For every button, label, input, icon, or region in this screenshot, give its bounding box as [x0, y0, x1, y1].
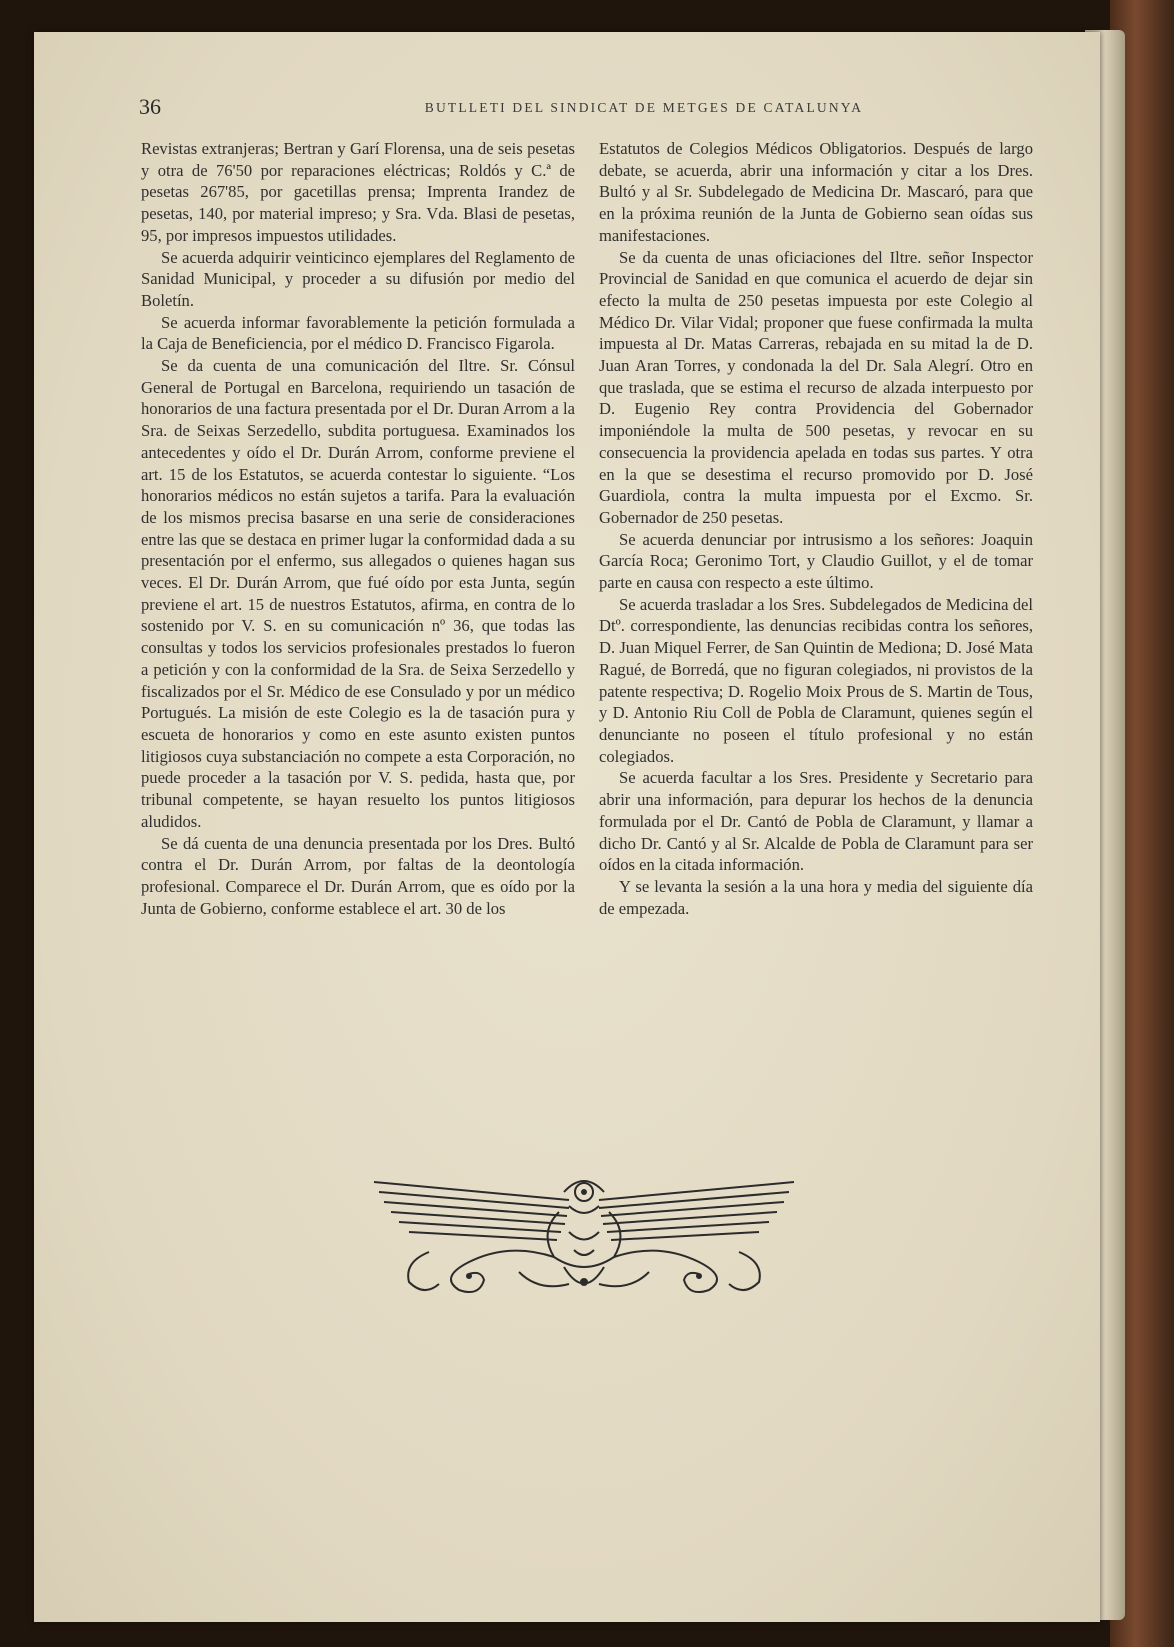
paragraph: Y se levanta la sesión a la una hora y media del siguiente día de empezada. [599, 876, 1033, 918]
paragraph: Se acuerda informar favorablemente la petición formulada a la Caja de Beneficiencia, por el médico D. Francisco Figarola. [141, 312, 575, 354]
page [34, 32, 1100, 1622]
paragraph: Se acuerda facultar a los Sres. Presidente y Secretario para abrir una información, para depurar los hechos de la denuncia formulada por el Dr. Cantó de Pobla de Claramunt, y llamar a dicho Dr. Cantó y al Sr. Alcalde de Pobla de Claramunt para ser oídos en la citada información. [599, 768, 1033, 875]
paragraph: Se acuerda adquirir veinticinco ejemplares del Reglamento de Sanidad Municipal, y proceder a su difusión por medio del Boletín. [141, 247, 575, 310]
paragraph: Se da cuenta de una comunicación del Iltre. Sr. Cónsul General de Portugal en Barcelona, requiriendo un tasación de honorarios de una factura presentada por el Dr. Duran Arrom a la Sra. de Seixas Serzedello, subdita portuguesa. Examinados los antecedentes y oído el Dr. Durán Arrom, conforme previene el art. 15 de los Estatutos, se acuerda contestar lo siguiente. “Los honorarios médicos no están sujetos a tarifa. Para la evaluación de los mismos precisa basarse en una serie de consideraciones entre las que se destaca en primer lugar la conformidad dada a su presentación por el enfermo, sus allegados o quienes hagan sus veces. El Dr. Durán Arrom, que fué oído por esta Junta, según previene el art. 15 de nuestros Estatutos, afirma, en contra de lo sostenido por V. S. en su comunicación nº 36, que todas las consultas y todos los servicios profesionales prestados lo fueron a petición y con la conformidad de la Sra. de Seixa Serzedello y fiscalizados por el Sr. Médico de ese Consulado y por un médico Portugués. La misión de este Colegio es la de tasación pura y escueta de honorarios y como en este asunto existen puntos litigiosos cuya substanciación no compete a esta Corporación, no puede proceder a la tasación por V. S. pedida, hasta que, por tribunal competente, se hayan resuelto los puntos litigiosos aludidos. [141, 356, 575, 831]
text-column-left [141, 138, 575, 919]
page-number: 36 [139, 94, 161, 119]
eagle-scroll-ornament-icon [369, 1172, 799, 1302]
paragraph: Estatutos de Colegios Médicos Obligatorios. Después de largo debate, se acuerda, abrir una información y citar a los Dres. Bultó y al Sr. Subdelegado de Medicina Dr. Mascaró, para que en la próxima reunión de la Junta de Gobierno sean oídas sus manifestaciones. [599, 139, 1033, 245]
paragraph: Se da cuenta de unas oficiaciones del Iltre. señor Inspector Provincial de Sanidad en que comunica el acuerdo de dejar sin efecto la multa de 250 pesetas impuesta por este Colegio al Médico Dr. Vilar Vidal; proponer que fuese confirmada la multa impuesta al Dr. Matas Carreras, rebajada en su mitad la de D. Juan Aran Torres, y condonada la del Dr. Sala Alegrí. Otro en que traslada, que se estima el recurso de alzada interpuesto por D. Eugenio Rey contra Providencia del Gobernador imponiéndole la multa de 500 pesetas, y revocar en su consecuencia la providencia apelada en todas sus partes. Y otra en la que se desestima el recurso promovido por D. José Guardiola, contra la multa impuesta por el Excmo. Sr. Gobernador de 250 pesetas. [599, 247, 1033, 527]
text-column-right [599, 138, 1033, 919]
paragraph: Se acuerda trasladar a los Sres. Subdelegados de Medicina del Dtº. correspondiente, las denuncias recibidas contra los señores, D. Juan Miquel Ferrer, de San Quintin de Mediona; D. José Mata Ragué, de Borredá, que no figuran colegiados, ni provistos de la patente respectiva; D. Rogelio Moix Prous de S. Martin de Tous, y D. Antonio Riu Coll de Pobla de Claramunt, quienes según el denunciante no poseen el título profesional y no están colegiados. [599, 594, 1033, 766]
paragraph: Se acuerda denunciar por intrusismo a los señores: Joaquin García Roca; Geronimo Tort, y Claudio Guillot, y el de tomar parte en causa con respecto a este último. [599, 529, 1033, 593]
paragraph: Se dá cuenta de una denuncia presentada por los Dres. Bultó contra el Dr. Durán Arrom, por faltas de la deontología profesional. Comparece el Dr. Durán Arrom, que es oído por la Junta de Gobierno, conforme establece el art. 30 de los [141, 833, 575, 918]
paragraph: Revistas extranjeras; Bertran y Garí Florensa, una de seis pesetas y otra de 76'50 por reparaciones eléctricas; Roldós y C.ª de pesetas 267'85, por gacetillas prensa; Imprenta Irandez de pesetas, 140, por material impreso; y Sra. Vda. Blasi de pesetas, 95, por impresos impuestos utilidades. [141, 139, 575, 245]
running-title: BUTLLETI DEL SINDICAT DE METGES DE CATALUNYA [424, 100, 864, 115]
